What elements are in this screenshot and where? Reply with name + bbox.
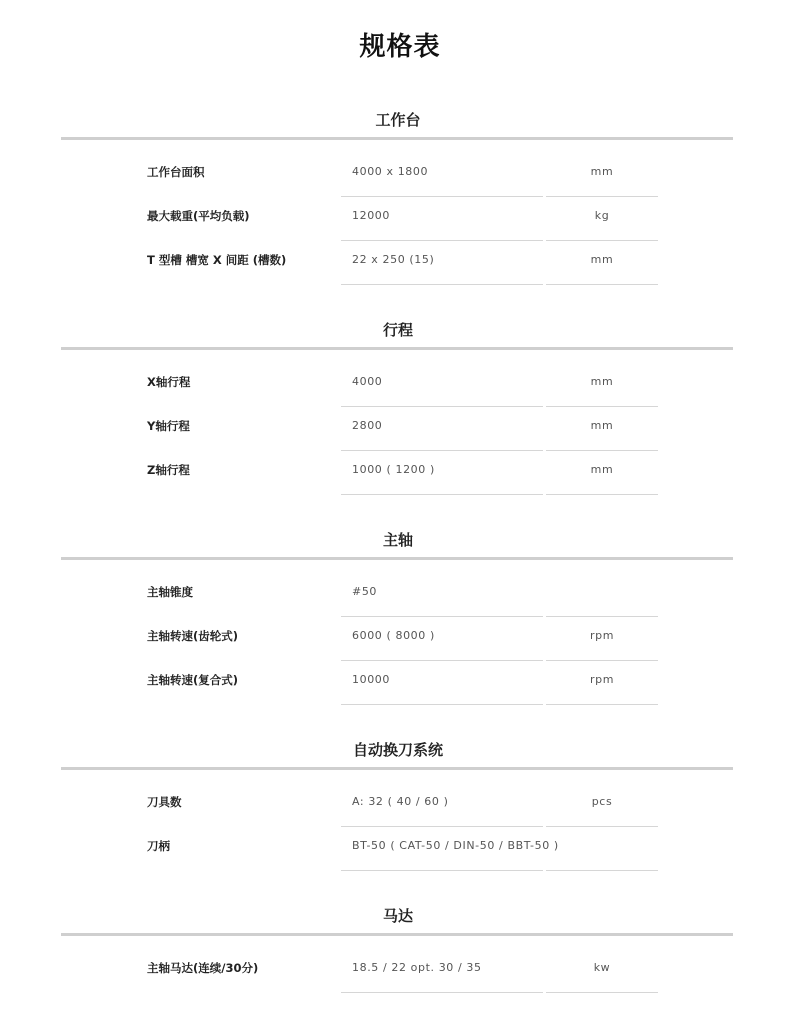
spec-row [0,153,800,197]
spec-row [0,241,800,285]
spec-value: 18.5 / 22 opt. 30 / 35 [352,961,482,974]
spec-value: 1000 ( 1200 ) [352,463,435,476]
spec-value: 10000 [352,673,390,686]
row-divider [341,704,543,705]
spec-label: 主轴锥度 [147,585,193,599]
spec-label: X轴行程 [147,375,191,389]
spec-unit: rpm [589,673,615,686]
section-title: 行程 [382,321,413,339]
spec-value: 12000 [352,209,390,222]
row-divider [341,870,543,871]
spec-value: 6000 ( 8000 ) [352,629,435,642]
spec-row [0,949,800,993]
section-title: 自动换刀系统 [352,741,443,759]
section-divider [61,767,733,770]
spec-unit: kg [594,209,610,222]
spec-row [0,197,800,241]
spec-row [0,783,800,827]
row-divider [341,992,543,993]
spec-unit: mm [590,419,614,432]
spec-label: 主轴转速(齿轮式) [147,629,239,643]
spec-unit: rpm [589,629,615,642]
spec-unit: kw [593,961,611,974]
spec-value: 4000 [352,375,383,388]
spec-label: 主轴马达(连续/30分) [147,961,259,975]
spec-label: 刀柄 [147,839,170,853]
row-divider [546,870,658,871]
spec-row [0,573,800,617]
spec-value: #50 [352,585,378,598]
spec-label: Z轴行程 [147,463,190,477]
spec-row [0,451,800,495]
spec-unit: mm [590,375,614,388]
row-divider [546,284,658,285]
spec-unit: mm [590,253,614,266]
section-divider [61,137,733,140]
spec-unit: mm [590,463,614,476]
spec-label: 最大载重(平均负载) [147,209,250,223]
section-title: 主轴 [382,531,413,549]
spec-row [0,827,800,871]
row-divider [546,494,658,495]
spec-value: A: 32 ( 40 / 60 ) [352,795,449,808]
spec-unit: pcs [591,795,613,808]
spec-value: 22 x 250 (15) [352,253,435,266]
spec-row [0,661,800,705]
spec-label: Y轴行程 [147,419,190,433]
spec-label: T 型槽 槽宽 X 间距 (槽数) [147,253,287,267]
row-divider [546,992,658,993]
spec-label: 工作台面积 [147,165,205,179]
spec-row [0,617,800,661]
spec-label: 刀具数 [147,795,182,809]
section-divider [61,933,733,936]
spec-row [0,407,800,451]
spec-row [0,363,800,407]
spec-unit: mm [590,165,614,178]
page-title: 规格表 [359,32,441,62]
spec-value: BT-50 ( CAT-50 / DIN-50 / BBT-50 ) [352,839,559,852]
section-divider [61,347,733,350]
spec-label: 主轴转速(复合式) [147,673,239,687]
section-title: 工作台 [375,111,421,129]
section-divider [61,557,733,560]
row-divider [341,284,543,285]
spec-value: 4000 x 1800 [352,165,429,178]
row-divider [341,494,543,495]
section-title: 马达 [382,907,413,925]
row-divider [546,704,658,705]
spec-value: 2800 [352,419,383,432]
